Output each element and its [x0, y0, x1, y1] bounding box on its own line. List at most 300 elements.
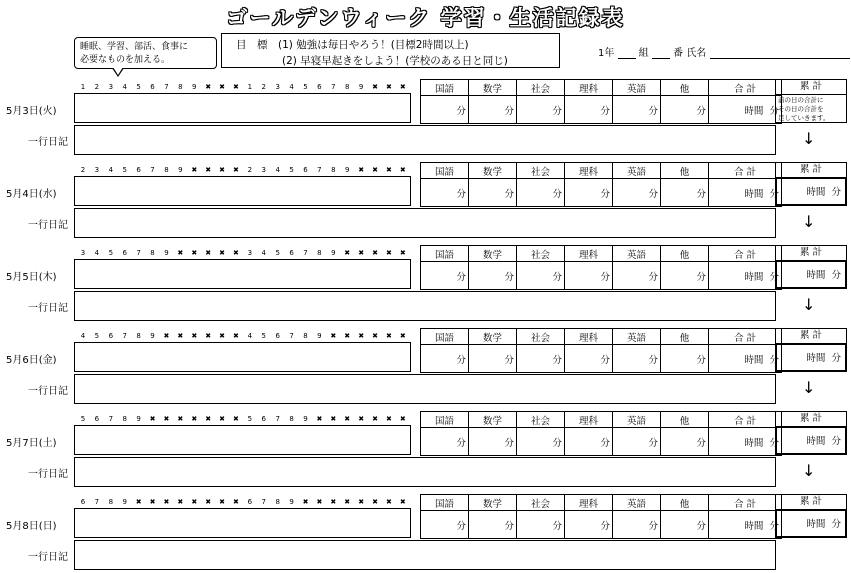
- minutes-unit: 分: [600, 354, 610, 366]
- hour-tick: ✖: [399, 332, 406, 340]
- hour-tick: 7: [317, 166, 322, 174]
- hour-tick: 6: [94, 415, 100, 423]
- subject-minutes-cell[interactable]: [613, 511, 661, 539]
- one-line-diary-label: 一行日記: [28, 469, 68, 480]
- minutes-unit: 分: [696, 437, 706, 449]
- hour-tick: ✖: [358, 415, 365, 423]
- minutes-unit: 分: [504, 105, 514, 117]
- total-cell[interactable]: [709, 511, 782, 539]
- one-line-diary-label: 一行日記: [28, 303, 68, 314]
- hour-ticks: [78, 82, 408, 92]
- subject-header: 数学: [469, 495, 517, 511]
- hour-tick: 7: [94, 498, 100, 506]
- hour-tick: 5: [275, 249, 280, 257]
- hour-tick: 8: [331, 166, 336, 174]
- hour-tick: ✖: [177, 332, 184, 340]
- hour-tick: 2: [94, 83, 100, 91]
- subject-minutes-cell[interactable]: [517, 511, 565, 539]
- subject-header: 理科: [565, 495, 613, 511]
- hour-tick: 2: [261, 83, 267, 91]
- instruction-callout: [74, 37, 217, 69]
- hour-tick: ✖: [386, 415, 392, 423]
- hour-tick: ✖: [344, 332, 351, 340]
- day-label: 5月7日(土): [6, 438, 57, 449]
- hour-tick: ✖: [372, 332, 378, 340]
- subject-minutes-cell[interactable]: [469, 262, 517, 290]
- total-header: 合 計: [709, 80, 782, 96]
- hour-tick: 9: [317, 332, 322, 340]
- hour-tick: ✖: [205, 498, 212, 506]
- hour-unit: 時間: [806, 519, 826, 530]
- subject-minutes-cell[interactable]: [517, 428, 565, 456]
- subject-minutes-cell[interactable]: [421, 179, 469, 207]
- hour-tick: ✖: [177, 249, 184, 257]
- subject-header: 他: [661, 80, 709, 96]
- hour-tick: 6: [289, 249, 294, 257]
- subject-time-table: [420, 494, 782, 539]
- hour-tick: 7: [303, 249, 308, 257]
- subject-minutes-cell[interactable]: [517, 96, 565, 124]
- subject-time-table: [420, 162, 782, 207]
- hour-unit: 時間: [806, 187, 826, 198]
- subject-minutes-cell[interactable]: [613, 96, 661, 124]
- subject-header: 英語: [613, 495, 661, 511]
- minutes-unit: 分: [456, 437, 466, 449]
- minutes-unit: 分: [504, 188, 514, 200]
- day-label: 5月4日(水): [6, 189, 57, 200]
- minutes-unit: 分: [552, 105, 562, 117]
- hour-tick: ✖: [386, 498, 392, 506]
- subject-minutes-cell[interactable]: [613, 345, 661, 373]
- cumulative-cell[interactable]: [775, 260, 847, 289]
- subject-header: 数学: [469, 412, 517, 428]
- hour-tick: ✖: [386, 83, 392, 91]
- hour-tick: ✖: [219, 166, 225, 174]
- hour-tick: ✖: [191, 498, 198, 506]
- hour-tick: ✖: [219, 83, 225, 91]
- cumulative-header: 累 計: [775, 162, 847, 178]
- hour-tick: 6: [247, 498, 253, 506]
- hour-tick: ✖: [205, 166, 212, 174]
- subject-time-table: [420, 328, 782, 373]
- subject-header: 理科: [565, 329, 613, 345]
- hour-unit: 時間: [744, 437, 764, 449]
- goals-box: [221, 33, 560, 68]
- hour-tick: ✖: [233, 166, 239, 174]
- hour-tick: 2: [247, 166, 253, 174]
- subject-header: 英語: [613, 80, 661, 96]
- subject-minutes-cell[interactable]: [469, 428, 517, 456]
- day-label: 5月6日(金): [6, 355, 57, 366]
- minutes-unit: 分: [600, 271, 610, 283]
- cumulative-header: 累 計: [775, 79, 847, 95]
- cumulative-header: 累 計: [775, 411, 847, 427]
- cumulative-note-line: その日の合計を: [778, 105, 824, 113]
- hour-tick: 6: [150, 83, 155, 91]
- one-line-diary-input[interactable]: [74, 125, 776, 155]
- total-cell[interactable]: [709, 96, 782, 124]
- hour-tick: 4: [80, 332, 86, 340]
- subject-minutes-cell[interactable]: [469, 511, 517, 539]
- subject-minutes-cell[interactable]: [421, 428, 469, 456]
- callout-line-2: 必要なものを加える。: [80, 55, 171, 65]
- hour-tick: 8: [108, 498, 114, 506]
- hour-tick: 6: [136, 166, 141, 174]
- minutes-unit: 分: [648, 354, 658, 366]
- minutes-unit: 分: [769, 105, 779, 117]
- hour-tick: 7: [108, 415, 114, 423]
- one-line-diary-label: 一行日記: [28, 220, 68, 231]
- subject-minutes-cell[interactable]: [661, 179, 709, 207]
- subject-header: 社会: [517, 163, 565, 179]
- hour-tick: 7: [331, 83, 336, 91]
- subject-header: 国語: [421, 163, 469, 179]
- hour-tick: 6: [122, 249, 127, 257]
- cumulative-note-line: 足していきます。: [778, 114, 830, 122]
- minutes-unit: 分: [456, 354, 466, 366]
- hour-tick: 5: [261, 332, 267, 340]
- hour-tick: ✖: [177, 498, 184, 506]
- schedule-timeline-box[interactable]: [74, 508, 411, 538]
- day-label: 5月5日(木): [6, 272, 57, 283]
- down-arrow-icon: ↓: [802, 129, 816, 148]
- hour-tick: ✖: [233, 83, 239, 91]
- subject-minutes-cell[interactable]: [421, 511, 469, 539]
- minutes-unit: 分: [552, 520, 562, 532]
- subject-minutes-cell[interactable]: [565, 345, 613, 373]
- hour-tick: 7: [289, 332, 294, 340]
- hour-tick: 5: [122, 166, 127, 174]
- hour-tick: 9: [331, 249, 336, 257]
- minutes-unit: 分: [552, 354, 562, 366]
- minutes-unit: 分: [456, 188, 466, 200]
- goal-2: (2) 早寝早起きをしよう！(学校のある日と同じ): [282, 55, 508, 67]
- callout-tail-fill: [113, 67, 123, 75]
- hour-tick: 9: [192, 83, 197, 91]
- subject-header: 数学: [469, 163, 517, 179]
- subject-minutes-cell[interactable]: [421, 345, 469, 373]
- down-arrow-icon: ↓: [802, 378, 816, 397]
- subject-minutes-cell[interactable]: [565, 428, 613, 456]
- subject-minutes-cell[interactable]: [661, 262, 709, 290]
- subject-header: 数学: [469, 329, 517, 345]
- cumulative-note-line: 前の日の合計に: [778, 96, 824, 104]
- hour-tick: 2: [80, 166, 86, 174]
- name-label: 氏名: [686, 48, 707, 59]
- student-info: [598, 44, 850, 59]
- schedule-timeline-box[interactable]: [74, 93, 411, 123]
- hour-tick: 7: [136, 249, 141, 257]
- hour-tick: ✖: [358, 249, 365, 257]
- hour-tick: 9: [358, 83, 364, 91]
- hour-tick: 8: [122, 415, 127, 423]
- minutes-unit: 分: [696, 520, 706, 532]
- page-title: ゴールデンウィーク 学習・生活記録表: [226, 6, 625, 30]
- subject-header: 他: [661, 329, 709, 345]
- hour-ticks: [78, 248, 408, 258]
- hour-tick: ✖: [219, 249, 225, 257]
- hour-tick: ✖: [399, 415, 406, 423]
- subject-minutes-cell[interactable]: [517, 345, 565, 373]
- subject-header: 他: [661, 246, 709, 262]
- day-label: 5月8日(日): [6, 521, 57, 532]
- hour-tick: ✖: [177, 415, 184, 423]
- total-header: 合 計: [709, 329, 782, 345]
- total-cell[interactable]: [709, 179, 782, 207]
- one-line-diary-input[interactable]: [74, 208, 776, 238]
- hour-tick: 6: [261, 415, 267, 423]
- minutes-unit: 分: [456, 105, 466, 117]
- hour-tick: ✖: [191, 249, 198, 257]
- down-arrow-icon: ↓: [802, 212, 816, 231]
- hour-tick: 8: [275, 498, 280, 506]
- one-line-diary-label: 一行日記: [28, 386, 68, 397]
- class-field[interactable]: [618, 47, 636, 59]
- subject-header: 理科: [565, 246, 613, 262]
- hour-tick: 4: [289, 83, 294, 91]
- subject-minutes-cell[interactable]: [517, 179, 565, 207]
- minutes-unit: 分: [769, 520, 779, 532]
- name-field[interactable]: [710, 47, 850, 59]
- hour-unit: 時間: [806, 270, 826, 281]
- cumulative-header: 累 計: [775, 245, 847, 261]
- hour-ticks: [78, 331, 408, 341]
- hour-tick: ✖: [386, 332, 392, 340]
- total-cell[interactable]: [709, 428, 782, 456]
- cumulative-cell[interactable]: [775, 426, 847, 455]
- minutes-unit: 分: [696, 354, 706, 366]
- hour-tick: ✖: [399, 498, 406, 506]
- hour-tick: ✖: [372, 415, 378, 423]
- hour-tick: ✖: [219, 498, 225, 506]
- subject-minutes-cell[interactable]: [661, 511, 709, 539]
- hour-tick: 8: [303, 332, 308, 340]
- hour-tick: 7: [164, 83, 169, 91]
- hour-tick: 9: [150, 332, 155, 340]
- cumulative-note: [775, 94, 847, 123]
- hour-tick: 8: [317, 249, 322, 257]
- hour-ticks: [78, 165, 408, 175]
- hour-unit: 時間: [744, 105, 764, 117]
- hour-tick: 8: [289, 415, 294, 423]
- cumulative-cell[interactable]: [775, 509, 847, 538]
- number-field[interactable]: [652, 47, 670, 59]
- subject-minutes-cell[interactable]: [421, 262, 469, 290]
- hour-tick: ✖: [219, 415, 225, 423]
- cumulative-cell[interactable]: [775, 343, 847, 372]
- one-line-diary-input[interactable]: [74, 457, 776, 487]
- subject-minutes-cell[interactable]: [565, 179, 613, 207]
- hour-tick: 7: [122, 332, 127, 340]
- hour-tick: 9: [136, 415, 141, 423]
- schedule-timeline-box[interactable]: [74, 176, 411, 206]
- total-header: 合 計: [709, 163, 782, 179]
- subject-time-table: [420, 79, 782, 124]
- hour-tick: ✖: [149, 415, 156, 423]
- minutes-unit: 分: [648, 437, 658, 449]
- number-label: 番: [673, 48, 684, 59]
- minutes-unit: 分: [648, 188, 658, 200]
- total-cell[interactable]: [709, 262, 782, 290]
- hour-tick: 1: [80, 83, 86, 91]
- hour-tick: ✖: [399, 83, 406, 91]
- minutes-unit: 分: [648, 520, 658, 532]
- hour-unit: 時間: [806, 436, 826, 447]
- subject-minutes-cell[interactable]: [613, 428, 661, 456]
- subject-header: 数学: [469, 80, 517, 96]
- hour-tick: 9: [303, 415, 308, 423]
- hour-tick: 5: [108, 249, 114, 257]
- hour-tick: 9: [289, 498, 294, 506]
- hour-tick: ✖: [219, 332, 225, 340]
- minutes-unit: 分: [831, 187, 841, 198]
- hour-tick: ✖: [399, 249, 406, 257]
- minutes-unit: 分: [600, 437, 610, 449]
- hour-tick: 3: [261, 166, 267, 174]
- hour-unit: 時間: [806, 353, 826, 364]
- hour-tick: 3: [275, 83, 280, 91]
- subject-header: 国語: [421, 495, 469, 511]
- hour-tick: ✖: [386, 166, 392, 174]
- subject-minutes-cell[interactable]: [565, 96, 613, 124]
- hour-tick: 4: [275, 166, 280, 174]
- hour-tick: 4: [261, 249, 267, 257]
- hour-tick: ✖: [191, 166, 198, 174]
- subject-header: 理科: [565, 412, 613, 428]
- one-line-diary-input[interactable]: [74, 291, 776, 321]
- schedule-timeline-box[interactable]: [74, 259, 411, 289]
- subject-minutes-cell[interactable]: [613, 179, 661, 207]
- minutes-unit: 分: [648, 271, 658, 283]
- hour-tick: ✖: [372, 166, 378, 174]
- minutes-unit: 分: [600, 188, 610, 200]
- hour-tick: ✖: [372, 498, 378, 506]
- hour-unit: 時間: [744, 354, 764, 366]
- subject-minutes-cell[interactable]: [661, 345, 709, 373]
- subject-header: 他: [661, 412, 709, 428]
- grade-label: 1年: [598, 48, 615, 59]
- hour-tick: 9: [164, 249, 169, 257]
- hour-tick: 9: [122, 498, 127, 506]
- hour-tick: ✖: [358, 498, 365, 506]
- day-label: 5月3日(火): [6, 106, 57, 117]
- hour-tick: ✖: [344, 249, 351, 257]
- hour-tick: ✖: [330, 415, 337, 423]
- subject-header: 理科: [565, 80, 613, 96]
- hour-tick: 5: [303, 83, 308, 91]
- minutes-unit: 分: [600, 105, 610, 117]
- subject-minutes-cell[interactable]: [469, 179, 517, 207]
- schedule-timeline-box[interactable]: [74, 342, 411, 372]
- hour-unit: 時間: [744, 271, 764, 283]
- cumulative-header: 累 計: [775, 328, 847, 344]
- hour-tick: 7: [261, 498, 267, 506]
- hour-tick: ✖: [316, 415, 323, 423]
- subject-minutes-cell[interactable]: [565, 511, 613, 539]
- hour-tick: 6: [275, 332, 280, 340]
- hour-tick: ✖: [399, 166, 406, 174]
- hour-tick: ✖: [344, 415, 351, 423]
- hour-tick: ✖: [330, 332, 337, 340]
- hour-tick: ✖: [191, 415, 198, 423]
- hour-tick: 9: [178, 166, 183, 174]
- subject-header: 社会: [517, 80, 565, 96]
- subject-minutes-cell[interactable]: [613, 262, 661, 290]
- total-header: 合 計: [709, 495, 782, 511]
- minutes-unit: 分: [769, 354, 779, 366]
- minutes-unit: 分: [831, 436, 841, 447]
- hour-tick: 4: [122, 83, 127, 91]
- subject-minutes-cell[interactable]: [517, 262, 565, 290]
- one-line-diary-input[interactable]: [74, 540, 776, 570]
- callout-line-1: 睡眠、学習、部活、食事に: [80, 42, 189, 52]
- goal-1: 目 標 (1) 勉強は毎日やろう！(目標2時間以上): [236, 39, 469, 51]
- minutes-unit: 分: [504, 437, 514, 449]
- subject-minutes-cell[interactable]: [469, 96, 517, 124]
- hour-tick: 5: [80, 415, 86, 423]
- minutes-unit: 分: [831, 519, 841, 530]
- subject-header: 英語: [613, 412, 661, 428]
- one-line-diary-label: 一行日記: [28, 552, 68, 563]
- subject-header: 国語: [421, 412, 469, 428]
- hour-unit: 時間: [744, 520, 764, 532]
- one-line-diary-label: 一行日記: [28, 137, 68, 148]
- hour-tick: ✖: [205, 83, 212, 91]
- subject-header: 英語: [613, 329, 661, 345]
- hour-tick: ✖: [316, 498, 323, 506]
- subject-minutes-cell[interactable]: [661, 96, 709, 124]
- subject-minutes-cell[interactable]: [469, 345, 517, 373]
- minutes-unit: 分: [696, 271, 706, 283]
- subject-header: 英語: [613, 163, 661, 179]
- hour-tick: 5: [136, 83, 141, 91]
- subject-minutes-cell[interactable]: [661, 428, 709, 456]
- hour-tick: ✖: [233, 332, 239, 340]
- hour-tick: ✖: [205, 415, 212, 423]
- subject-header: 社会: [517, 246, 565, 262]
- hour-tick: ✖: [163, 332, 170, 340]
- hour-tick: 8: [136, 332, 141, 340]
- minutes-unit: 分: [552, 271, 562, 283]
- hour-tick: 3: [94, 166, 100, 174]
- minutes-unit: 分: [769, 437, 779, 449]
- subject-minutes-cell[interactable]: [421, 96, 469, 124]
- minutes-unit: 分: [456, 271, 466, 283]
- hour-tick: 6: [108, 332, 114, 340]
- hour-tick: 6: [80, 498, 86, 506]
- hour-tick: ✖: [344, 498, 351, 506]
- minutes-unit: 分: [696, 188, 706, 200]
- subject-header: 理科: [565, 163, 613, 179]
- hour-tick: 5: [289, 166, 294, 174]
- cumulative-cell[interactable]: [775, 177, 847, 206]
- hour-tick: 5: [247, 415, 253, 423]
- subject-minutes-cell[interactable]: [565, 262, 613, 290]
- minutes-unit: 分: [552, 188, 562, 200]
- total-cell[interactable]: [709, 345, 782, 373]
- cumulative-header: 累 計: [775, 494, 847, 510]
- hour-tick: ✖: [149, 498, 156, 506]
- hour-tick: ✖: [233, 249, 239, 257]
- hour-ticks: [78, 497, 408, 507]
- schedule-timeline-box[interactable]: [74, 425, 411, 455]
- subject-header: 他: [661, 495, 709, 511]
- hour-tick: ✖: [205, 332, 212, 340]
- one-line-diary-input[interactable]: [74, 374, 776, 404]
- subject-header: 社会: [517, 329, 565, 345]
- minutes-unit: 分: [831, 353, 841, 364]
- down-arrow-icon: ↓: [802, 461, 816, 480]
